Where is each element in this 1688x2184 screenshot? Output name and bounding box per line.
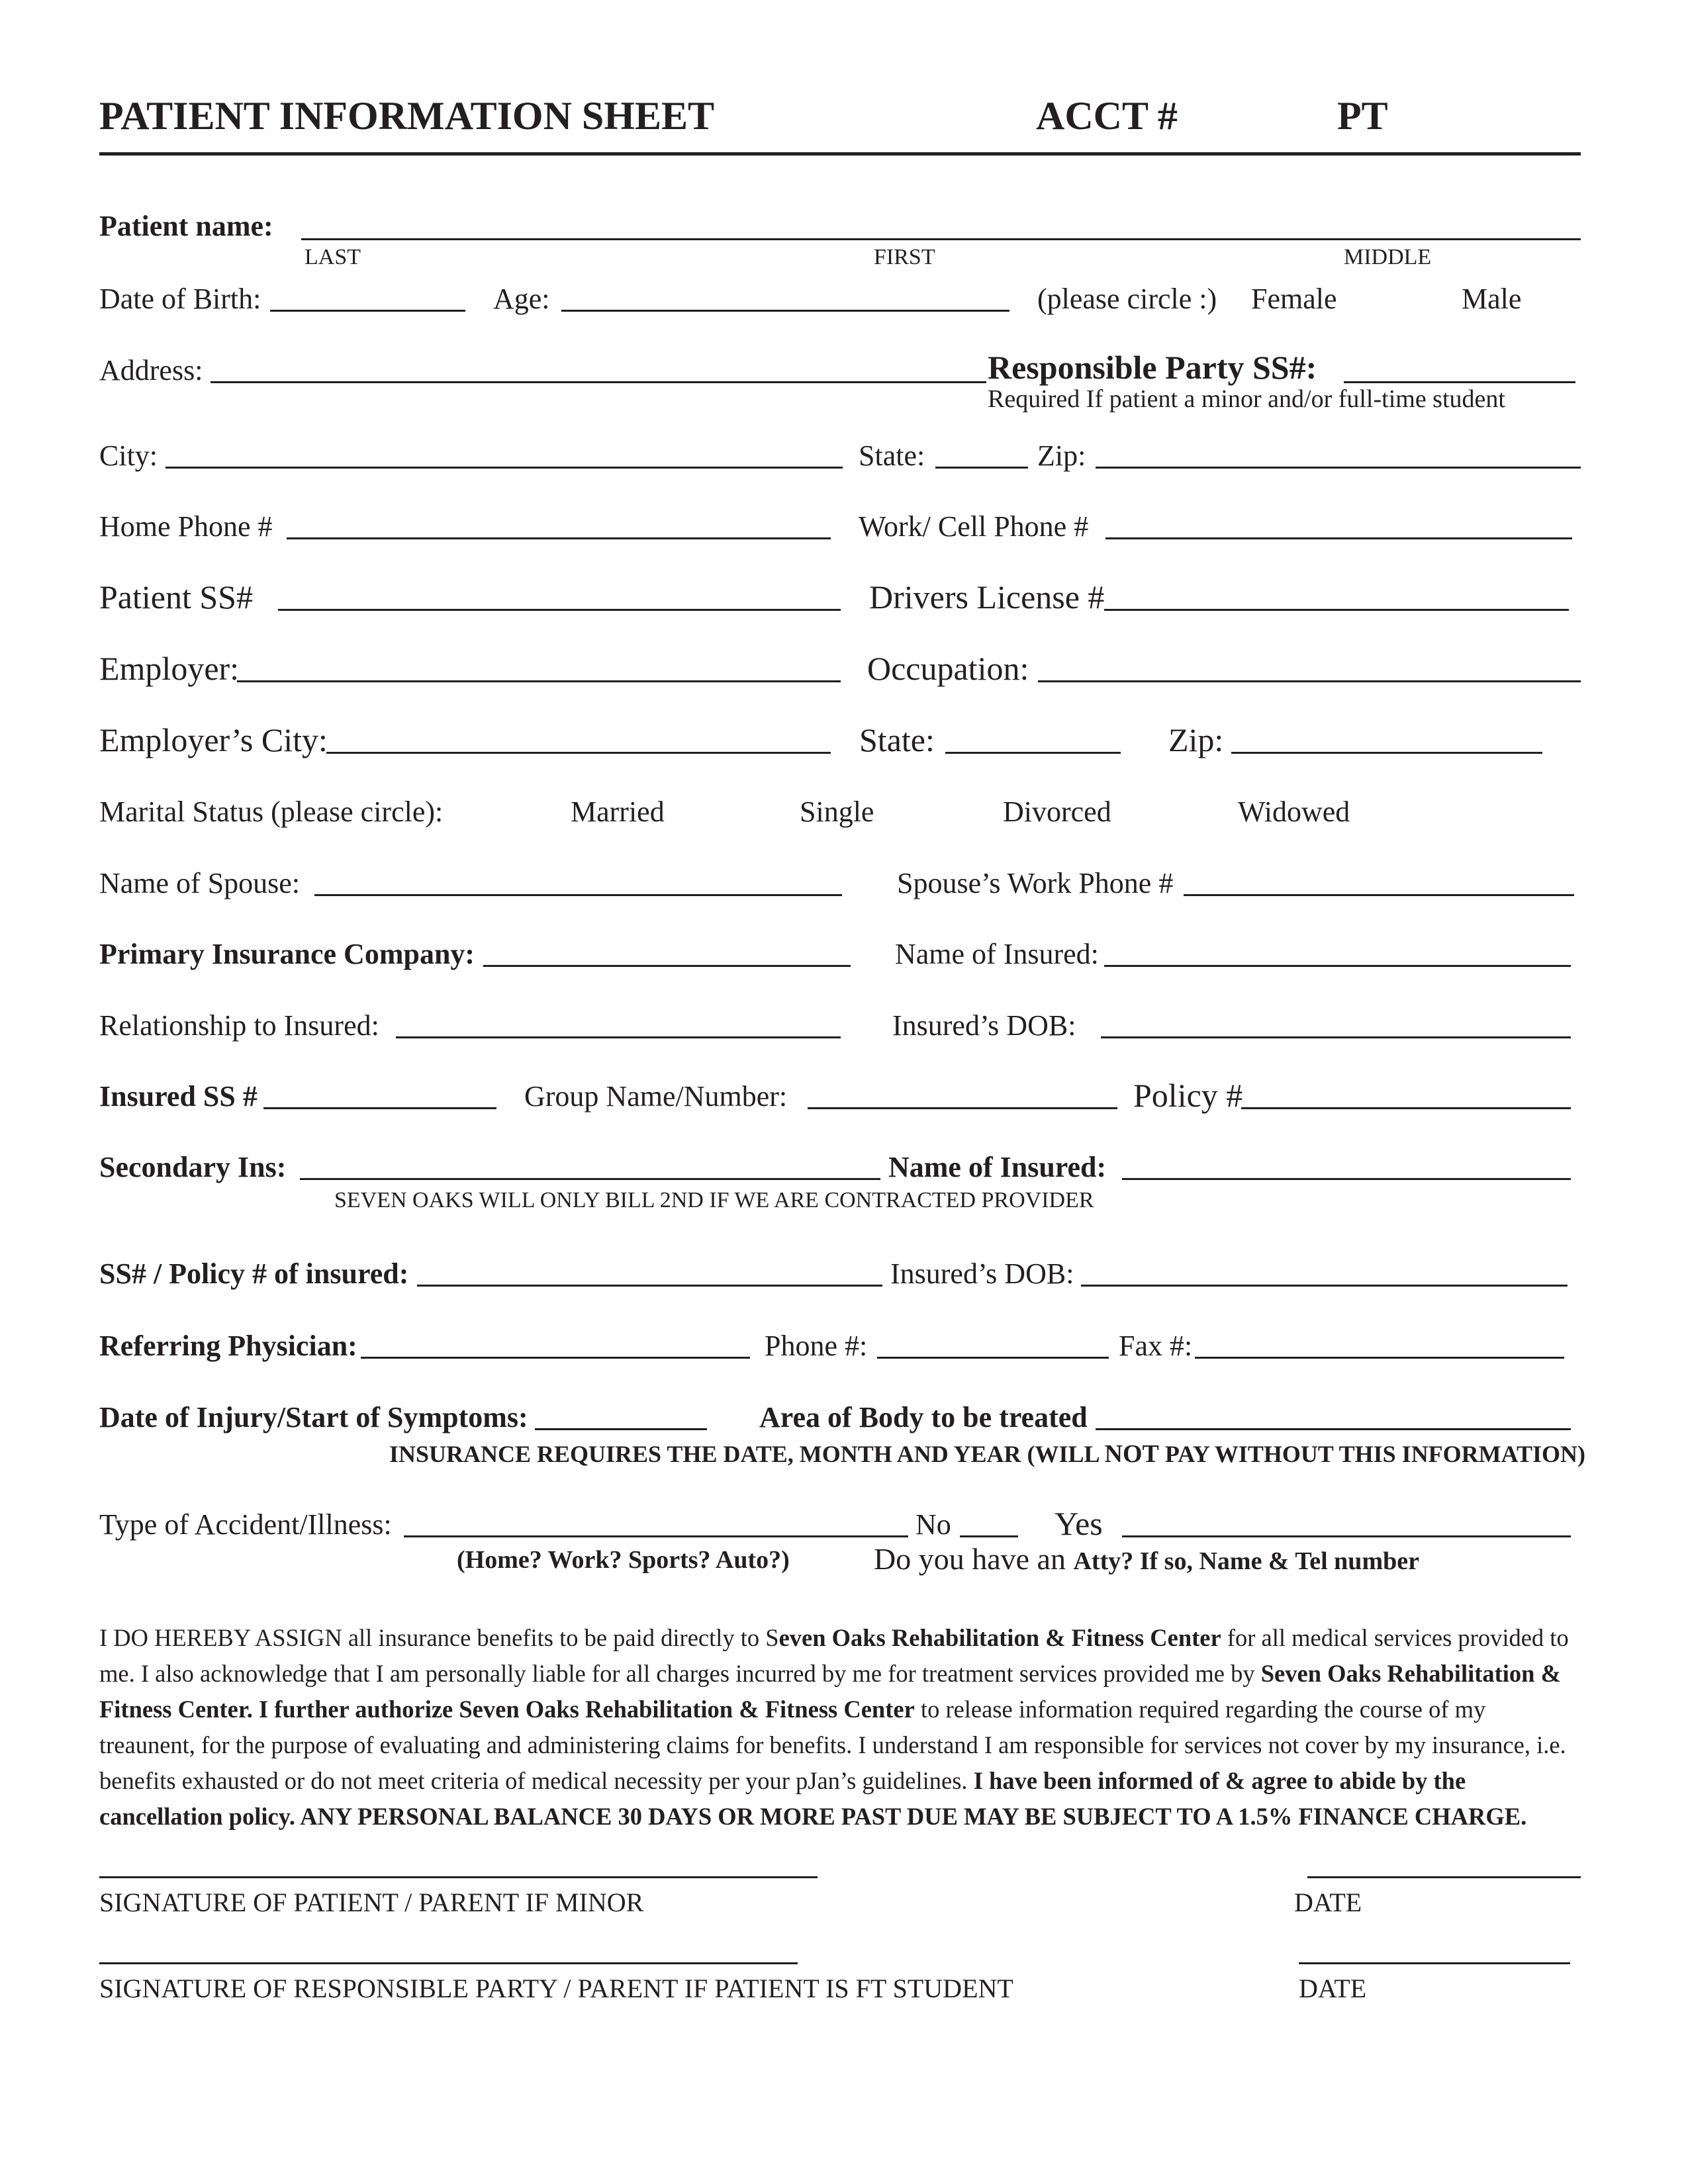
attorney-no-line[interactable] [960,1535,1018,1537]
state-line[interactable] [935,467,1028,469]
employer-zip-label: Zip: [1168,721,1224,758]
dob-line[interactable] [270,310,465,312]
patient-ss-line[interactable] [278,609,841,611]
ss-policy-label: SS# / Policy # of insured: [99,1257,409,1290]
insured-ss-label: Insured SS # [99,1080,258,1113]
age-label: Age: [493,283,550,315]
insurance-date-note-b: PAY WITHOUT THIS INFORMATION) [1158,1441,1585,1467]
physician-phone-line[interactable] [877,1357,1109,1359]
body-area-label: Area of Body to be treated [759,1401,1088,1433]
secondary-insured-dob-line[interactable] [1081,1285,1568,1287]
accident-type-label: Type of Accident/Illness: [99,1508,392,1541]
form-title: PATIENT INFORMATION SHEET [99,94,715,138]
male-option[interactable]: Male [1462,283,1522,315]
responsible-ss-label: Responsible Party SS#: [988,349,1317,386]
secondary-insurance-line[interactable] [300,1178,880,1180]
attorney-yes-label: Yes [1055,1505,1103,1542]
secondary-insured-name-label: Name of Insured: [888,1151,1107,1183]
employer-line[interactable] [237,680,841,682]
insurance-date-note-a: INSURANCE REQUIRES THE DATE, MONTH AND YEAR (WILL [389,1441,1105,1467]
circle-label: (please circle :) [1037,283,1217,315]
insured-ss-line[interactable] [263,1107,496,1109]
relationship-line[interactable] [396,1036,841,1038]
patient-name-label: Patient name: [99,210,273,242]
attorney-question-a: Do you have an [874,1542,1074,1576]
secondary-insured-name-line[interactable] [1122,1178,1571,1180]
work-phone-line[interactable] [1105,537,1572,539]
patient-name-line[interactable] [301,238,1581,240]
address-label: Address: [99,354,203,387]
city-label: City: [99,439,158,472]
primary-insured-name-line[interactable] [1104,965,1571,967]
secondary-insurance-label: Secondary Ins: [99,1151,287,1183]
primary-insurance-label: Primary Insurance Company: [99,938,475,970]
insured-dob-line[interactable] [1101,1036,1571,1038]
signature-patient-line[interactable] [99,1876,818,1878]
spouse-name-label: Name of Spouse: [99,867,301,899]
marital-option-widowed[interactable]: Widowed [1238,796,1350,828]
signature-responsible-date-label: DATE [1299,1974,1367,2003]
assignment-part-6: I have been informed of & agree to abide by the cancellation policy. ANY PERSONAL BALANCE 30 DAYS OR MORE PAST DUE MAY BE SUBJECT TO A 1.5% FINANCE CHARGE. [99,1767,1527,1830]
marital-status-label: Marital Status (please circle): [99,796,444,828]
policy-label: Policy # [1133,1077,1243,1114]
female-option[interactable]: Female [1251,283,1337,315]
physician-phone-label: Phone #: [765,1330,868,1362]
city-line[interactable] [165,467,843,469]
group-label: Group Name/Number: [524,1080,788,1113]
physician-fax-line[interactable] [1195,1357,1564,1359]
home-phone-label: Home Phone # [99,510,273,543]
signature-patient-label: SIGNATURE OF PATIENT / PARENT IF MINOR [99,1888,644,1917]
secondary-insured-dob-label: Insured’s DOB: [890,1257,1074,1290]
attorney-no-label: No [915,1508,951,1541]
employer-label: Employer: [99,650,240,687]
ss-policy-line[interactable] [417,1285,882,1287]
zip-label: Zip: [1037,439,1086,472]
attorney-question-b: Atty? If so, Name & Tel number [1073,1547,1419,1575]
marital-option-divorced[interactable]: Divorced [1003,796,1111,828]
assignment-part-3: for all medical services provided to me. I also acknowledge that I am personally liable for all charges incurred by me for treatment services provided me by [99,1624,1569,1687]
drivers-license-line[interactable] [1104,609,1569,611]
occupation-label: Occupation: [867,650,1029,687]
signature-responsible-line[interactable] [99,1962,798,1964]
relationship-label: Relationship to Insured: [99,1009,379,1042]
accident-type-line[interactable] [404,1535,908,1537]
signature-responsible-label: SIGNATURE OF RESPONSIBLE PARTY / PARENT IF PATIENT IS FT STUDENT [99,1974,1013,2003]
employer-state-label: State: [859,721,935,758]
assignment-part-1: I DO HEREBY ASSIGN all insurance benefits to be paid directly to S [99,1624,779,1651]
signature-patient-date-line[interactable] [1307,1876,1581,1878]
first-sublabel: FIRST [874,245,935,269]
policy-line[interactable] [1241,1107,1571,1109]
assignment-part-2: even Oaks Rehabilitation & Fitness Center [778,1624,1221,1651]
marital-option-married[interactable]: Married [571,796,665,828]
referring-physician-label: Referring Physician: [99,1330,357,1362]
responsible-ss-note: Required If patient a minor and/or full-time student [988,385,1505,413]
dob-label: Date of Birth: [99,283,261,315]
employer-zip-line[interactable] [1231,752,1542,754]
assignment-paragraph [99,1620,1581,1835]
age-line[interactable] [561,310,1009,312]
zip-line[interactable] [1096,467,1581,469]
primary-insured-name-label: Name of Insured: [895,938,1099,970]
group-line[interactable] [808,1107,1117,1109]
employer-city-label: Employer’s City: [99,721,328,758]
body-area-line[interactable] [1096,1428,1571,1430]
home-phone-line[interactable] [287,537,831,539]
insurance-date-note [389,1441,1585,1467]
patient-ss-label: Patient SS# [99,578,253,615]
assignment-part-4: Seven Oaks Rehabilitation & Fitness Center. I further authorize Seven Oaks Rehabilitation & Fitness Center [99,1660,1562,1723]
last-sublabel: LAST [305,245,361,269]
address-line[interactable] [211,381,986,383]
work-phone-label: Work/ Cell Phone # [859,510,1089,543]
spouse-phone-label: Spouse’s Work Phone # [897,867,1174,899]
marital-option-single[interactable]: Single [800,796,874,828]
middle-sublabel: MIDDLE [1344,245,1432,269]
injury-date-label: Date of Injury/Start of Symptoms: [99,1401,528,1433]
insured-dob-label: Insured’s DOB: [892,1009,1076,1042]
physician-fax-label: Fax #: [1119,1330,1193,1362]
responsible-ss-line[interactable] [1344,381,1575,383]
occupation-line[interactable] [1038,680,1581,682]
spouse-name-line[interactable] [314,894,842,896]
employer-state-line[interactable] [945,752,1121,754]
attorney-question [874,1544,1419,1574]
acct-label: ACCT # [1036,94,1178,138]
insurance-date-note-not: NOT [1104,1440,1159,1468]
spouse-phone-line[interactable] [1184,894,1574,896]
signature-responsible-date-line[interactable] [1299,1962,1570,1964]
secondary-note: SEVEN OAKS WILL ONLY BILL 2ND IF WE ARE CONTRACTED PROVIDER [334,1188,1094,1212]
assignment-part-5: to release information required regarding the course of my treaunent, for the purpose of evaluating and administering claims for benefits. I understand I am responsible for services not cover by my insurance, i.e. benefits exhausted or do not meet criteria of medical necessity per your pJan’s guidelines. [99,1696,1566,1794]
drivers-license-label: Drivers License # [869,578,1105,615]
employer-city-line[interactable] [326,752,831,754]
signature-patient-date-label: DATE [1294,1888,1362,1917]
referring-physician-line[interactable] [361,1357,750,1359]
state-label: State: [859,439,925,472]
accident-type-hint: (Home? Work? Sports? Auto?) [457,1546,790,1574]
pt-label: PT [1337,94,1388,138]
injury-date-line[interactable] [535,1428,707,1430]
attorney-yes-line[interactable] [1122,1535,1571,1537]
primary-insurance-line[interactable] [483,965,851,967]
header-rule [99,152,1581,156]
